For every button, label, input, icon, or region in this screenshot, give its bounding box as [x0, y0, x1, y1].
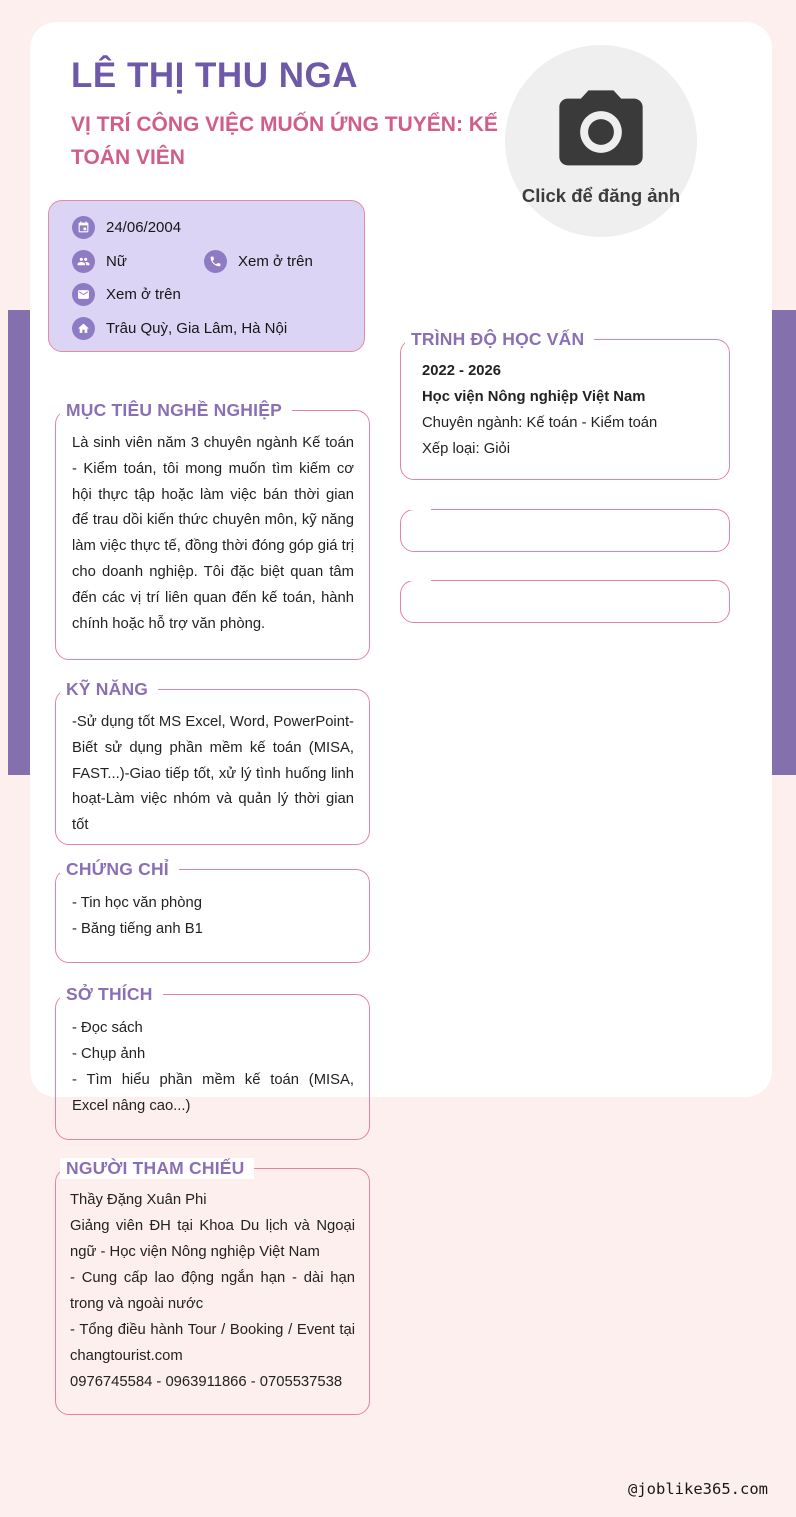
calendar-icon: [72, 216, 95, 239]
education-school: Học viện Nông nghiệp Việt Nam: [422, 389, 646, 405]
site-watermark: @joblike365.com: [628, 1480, 768, 1498]
reference-line: - Tổng điều hành Tour / Booking / Event tại changtourist.com: [70, 1322, 355, 1364]
contact-row-address: [72, 312, 364, 346]
phone-icon: [204, 250, 227, 273]
reference-line: 0976745584 - 0963911866 - 0705537538: [70, 1374, 343, 1390]
section-hobbies-title: SỞ THÍCH: [60, 984, 163, 1005]
section-references: [55, 1158, 370, 1415]
contact-row-dob: [72, 211, 364, 245]
hobby-item: - Đọc sách: [72, 1020, 143, 1036]
contact-phone-group: [204, 245, 313, 279]
reference-line: Giảng viên ĐH tại Khoa Du lịch và Ngoại ngữ - Học viện Nông nghiệp Việt Nam: [70, 1218, 355, 1260]
camera-icon: [542, 76, 660, 187]
section-education: [400, 329, 730, 480]
education-grade: Xếp loại: Giỏi: [422, 441, 511, 457]
gender-icon: [72, 250, 95, 273]
certificate-item: - Băng tiếng anh B1: [72, 921, 203, 937]
certificate-item: - Tin học văn phòng: [72, 895, 202, 911]
education-period: 2022 - 2026: [422, 363, 501, 379]
dob-value: 24/06/2004: [106, 219, 182, 237]
education-empty-entry[interactable]: [400, 580, 730, 623]
contact-info-box: [48, 200, 365, 352]
section-education-title: TRÌNH ĐỘ HỌC VẤN: [405, 329, 594, 350]
phone-value: Xem ở trên: [238, 252, 313, 270]
photo-upload-label: Click để đăng ảnh: [521, 184, 681, 206]
objective-text: Là sinh viên năm 3 chuyên ngành Kế toán - Kiểm toán, tôi mong muốn tìm kiếm cơ hội thực tập hoặc làm việc bán thời gian để trau dồi kiến thức chuyên môn, kỹ năng làm việc thực tế, đồng thời đóng góp giá trị cho doanh nghiệp. Tôi đặc biệt quan tâm đến các vị trí liên quan đến kế toán, hành chính hoặc hỗ trợ văn phòng.: [72, 435, 354, 632]
section-skills: [55, 679, 370, 845]
gender-value: Nữ: [106, 252, 127, 270]
section-references-title: NGƯỜI THAM CHIẾU: [60, 1158, 254, 1179]
section-objective: [55, 400, 370, 660]
mail-icon: [72, 283, 95, 306]
section-certificates: [55, 859, 370, 963]
education-empty-entry[interactable]: [400, 509, 730, 552]
education-major: Chuyên ngành: Kế toán - Kiểm toán: [422, 415, 658, 431]
section-certificates-title: CHỨNG CHỈ: [60, 859, 179, 880]
contact-row-email: [72, 278, 364, 312]
photo-upload-placeholder[interactable]: [505, 45, 697, 237]
section-objective-title: MỤC TIÊU NGHỀ NGHIỆP: [60, 400, 292, 421]
skills-text: -Sử dụng tốt MS Excel, Word, PowerPoint-Biết sử dụng phần mềm kế toán (MISA, FAST...)-Giao tiếp tốt, xử lý tình huống linh hoạt-Làm việc nhóm và quản lý thời gian tốt: [72, 714, 354, 834]
desired-position: VỊ TRÍ CÔNG VIỆC MUỐN ỨNG TUYỂN: KẾ TOÁN VIÊN: [71, 113, 498, 169]
section-skills-title: KỸ NĂNG: [60, 679, 158, 700]
candidate-name: LÊ THỊ THU NGA: [71, 56, 358, 95]
contact-row-gender-phone: [72, 245, 364, 279]
reference-line: - Cung cấp lao động ngắn hạn - dài hạn trong và ngoài nước: [70, 1270, 355, 1312]
email-value: Xem ở trên: [106, 286, 181, 304]
hobby-item: - Tìm hiểu phần mềm kế toán (MISA, Excel nâng cao...): [72, 1072, 354, 1114]
reference-line: Thầy Đặng Xuân Phi: [70, 1192, 207, 1208]
section-hobbies: [55, 984, 370, 1140]
hobby-item: - Chụp ảnh: [72, 1046, 146, 1062]
address-value: Trâu Quỳ, Gia Lâm, Hà Nội: [106, 319, 288, 337]
home-icon: [72, 317, 95, 340]
